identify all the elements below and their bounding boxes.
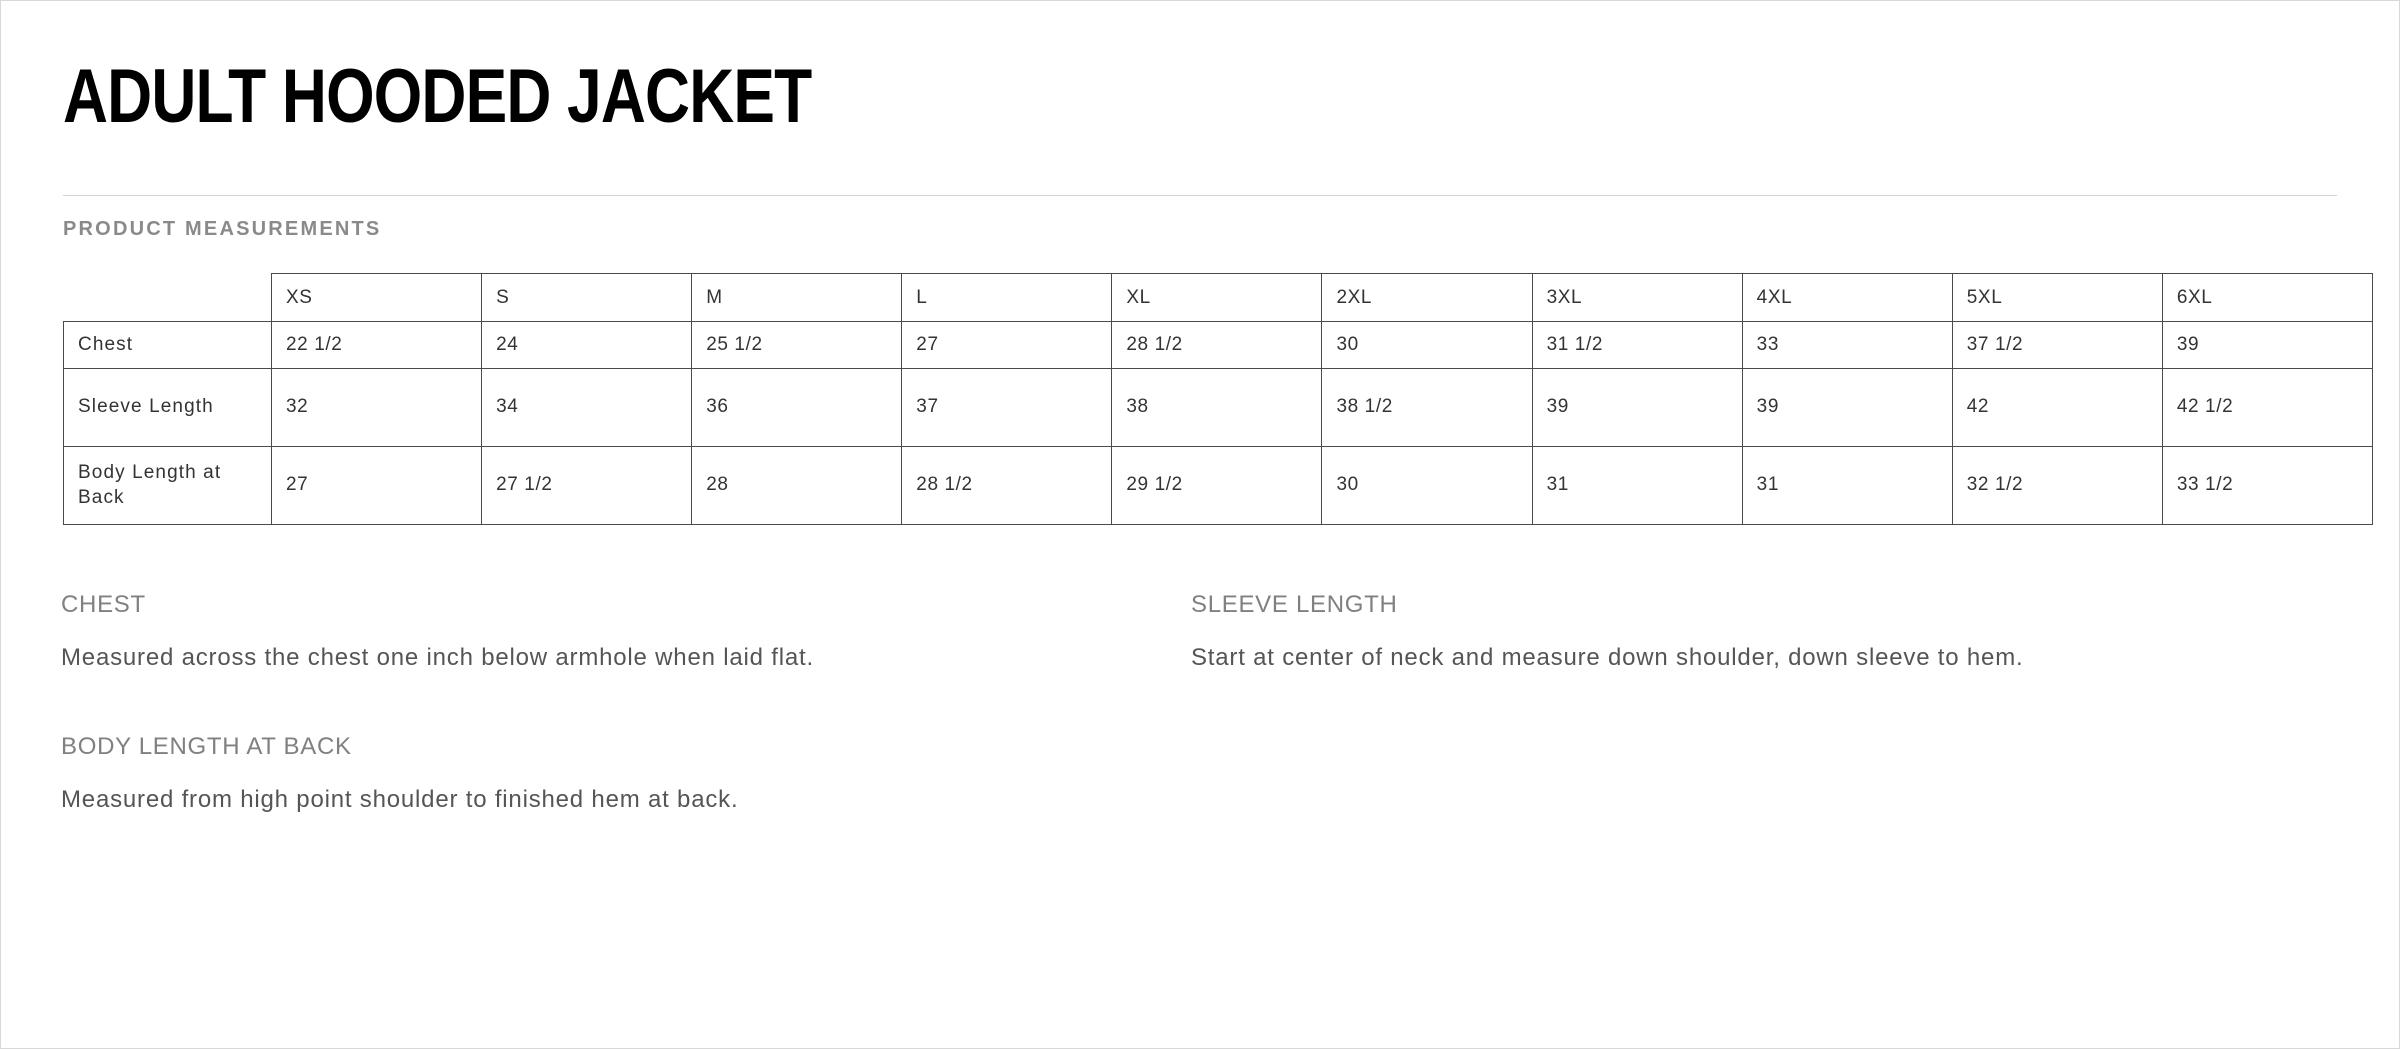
cell-body-3xl: 31 — [1532, 446, 1742, 524]
table-body — [64, 322, 2373, 525]
cell-chest-3xl: 31 1/2 — [1532, 322, 1742, 369]
cell-sleeve-xs: 32 — [272, 368, 482, 446]
cell-chest-5xl: 37 1/2 — [1952, 322, 2162, 369]
column-header-l: L — [902, 274, 1112, 322]
cell-body-2xl: 30 — [1322, 446, 1532, 524]
column-header-2xl: 2XL — [1322, 274, 1532, 322]
table-corner-cell — [64, 274, 272, 322]
cell-body-xl: 29 1/2 — [1112, 446, 1322, 524]
table-header — [64, 274, 2373, 322]
column-header-m: M — [692, 274, 902, 322]
cell-chest-6xl: 39 — [2162, 322, 2372, 369]
row-header-chest: Chest — [64, 322, 272, 369]
note-title-chest: CHEST — [61, 590, 146, 618]
measurements-table — [63, 273, 2373, 525]
table-row-chest — [64, 322, 2373, 369]
section-heading-product-measurements: PRODUCT MEASUREMENTS — [63, 218, 382, 240]
cell-sleeve-4xl: 39 — [1742, 368, 1952, 446]
cell-body-4xl: 31 — [1742, 446, 1952, 524]
note-sleeve-length — [1191, 591, 2321, 676]
cell-chest-4xl: 33 — [1742, 322, 1952, 369]
cell-sleeve-3xl: 39 — [1532, 368, 1742, 446]
cell-body-s: 27 1/2 — [482, 446, 692, 524]
cell-chest-m: 25 1/2 — [692, 322, 902, 369]
note-chest — [61, 591, 1191, 676]
cell-body-xs: 27 — [272, 446, 482, 524]
column-header-xl: XL — [1112, 274, 1322, 322]
measurement-notes — [61, 591, 2400, 877]
cell-body-m: 28 — [692, 446, 902, 524]
note-body-chest: Measured across the chest one inch below armhole when laid flat. — [61, 643, 814, 671]
cell-sleeve-s: 34 — [482, 368, 692, 446]
table-row-body-length-at-back — [64, 446, 2373, 524]
cell-body-l: 28 1/2 — [902, 446, 1112, 524]
cell-body-5xl: 32 1/2 — [1952, 446, 2162, 524]
page-title: ADULT HOODED JACKET — [63, 54, 812, 139]
column-header-6xl: 6XL — [2162, 274, 2372, 322]
column-header-s: S — [482, 274, 692, 322]
cell-sleeve-2xl: 38 1/2 — [1322, 368, 1532, 446]
cell-sleeve-5xl: 42 — [1952, 368, 2162, 446]
column-header-3xl: 3XL — [1532, 274, 1742, 322]
note-body-length-at-back — [61, 733, 1191, 818]
title-divider — [63, 195, 2337, 196]
table-row-sleeve-length — [64, 368, 2373, 446]
note-title-sleeve-length: SLEEVE LENGTH — [1191, 590, 1398, 618]
cell-chest-2xl: 30 — [1322, 322, 1532, 369]
column-header-5xl: 5XL — [1952, 274, 2162, 322]
cell-chest-s: 24 — [482, 322, 692, 369]
note-title-body-length-at-back: BODY LENGTH AT BACK — [61, 733, 352, 761]
measurements-table-wrap — [63, 273, 2373, 525]
cell-sleeve-l: 37 — [902, 368, 1112, 446]
page-content — [1, 54, 2399, 876]
cell-body-6xl: 33 1/2 — [2162, 446, 2372, 524]
cell-chest-xs: 22 1/2 — [272, 322, 482, 369]
cell-chest-l: 27 — [902, 322, 1112, 369]
column-header-4xl: 4XL — [1742, 274, 1952, 322]
row-header-sleeve-length: Sleeve Length — [64, 368, 272, 446]
cell-chest-xl: 28 1/2 — [1112, 322, 1322, 369]
table-header-row — [64, 274, 2373, 322]
cell-sleeve-xl: 38 — [1112, 368, 1322, 446]
row-header-body-length-at-back: Body Length at Back — [64, 446, 272, 524]
cell-sleeve-6xl: 42 1/2 — [2162, 368, 2372, 446]
column-header-xs: XS — [272, 274, 482, 322]
note-body-sleeve-length: Start at center of neck and measure down shoulder, down sleeve to hem. — [1191, 643, 2024, 671]
cell-sleeve-m: 36 — [692, 368, 902, 446]
note-body-body-length-at-back: Measured from high point shoulder to finished hem at back. — [61, 786, 739, 814]
